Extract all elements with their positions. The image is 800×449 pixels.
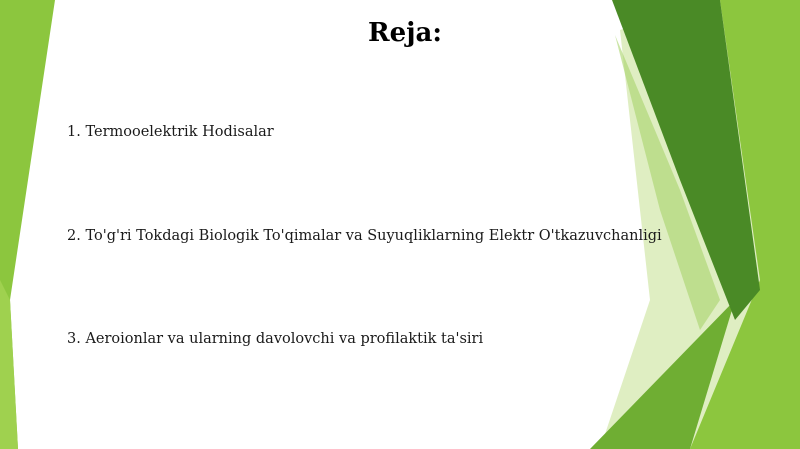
list-item: 2. To'g'ri Tokdagi Biologik To'qimalar va Suyuqliklarning Elektr O'tkazuvchanligi (67, 228, 662, 244)
list-item: 1. Termooelektrik Hodisalar (67, 124, 274, 140)
left-green-highlight (0, 280, 18, 449)
slide-title: Reja: (367, 18, 442, 48)
list-item: 3. Aeroionlar va ularning davolovchi va profilaktik ta'siri (67, 331, 484, 347)
